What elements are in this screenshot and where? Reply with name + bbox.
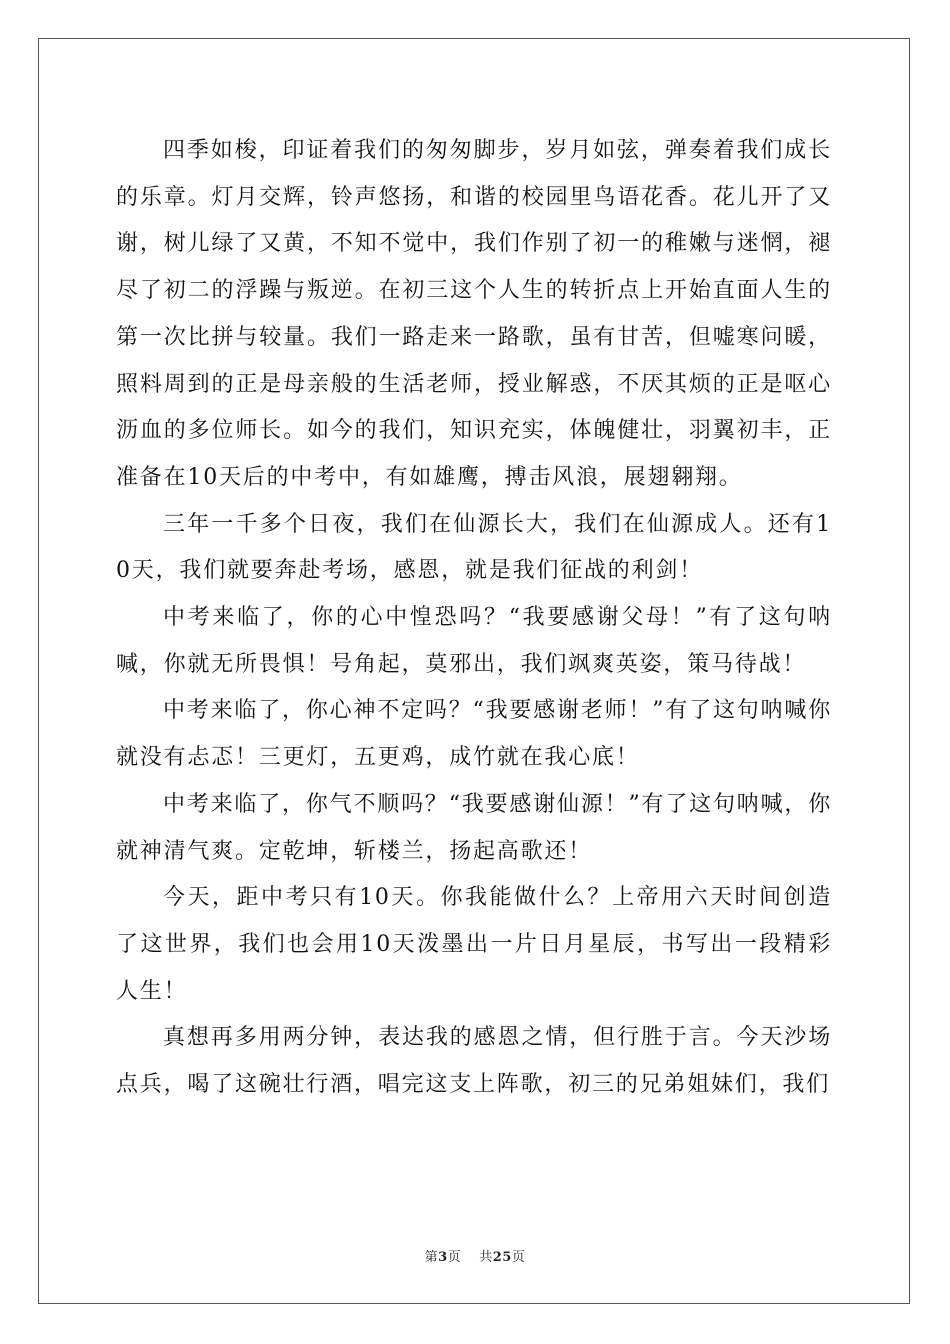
- total-prefix: 共: [479, 1250, 493, 1265]
- paragraph-1: 四季如梭，印证着我们的匆匆脚步，岁月如弦，弹奏着我们成长的乐章。灯月交辉，铃声悠扬，和谐的校园里鸟语花香。花儿开了又谢，树儿绿了又黄，不知不觉中，我们作别了初一的稚嫩与迷惘，褪尽了初二的浮躁与叛逆。在初三这个人生的转折点上开始直面人生的第一次比拼与较量。我们一路走来一路歌，虽有甘苦，但嘘寒问暖，照料周到的正是母亲般的生活老师，授业解惑，不厌其烦的正是呕心沥血的多位师长。如今的我们，知识充实，体魄健壮，羽翼初丰，正准备在10天后的中考中，有如雄鹰，搏击风浪，展翅翱翔。: [116, 138, 832, 490]
- paragraph-2: 三年一千多个日夜，我们在仙源长大，我们在仙源成人。还有10天，我们就要奔赴考场，感恩，就是我们征战的利剑！: [116, 511, 832, 584]
- page-number: 3: [438, 1250, 448, 1265]
- paragraph-7: 真想再多用两分钟，表达我的感恩之情，但行胜于言。今天沙场点兵，喝了这碗壮行酒，唱完这支上阵歌，初三的兄弟姐妹们，我们: [116, 1025, 832, 1098]
- total-pages: 25: [492, 1250, 512, 1265]
- paragraph-6: 今天，距中考只有10天。你我能做什么？上帝用六天时间创造了这世界，我们也会用10天泼墨出一片日月星辰，书写出一段精彩人生！: [116, 885, 832, 1004]
- page-suffix: 页: [447, 1250, 462, 1265]
- paragraph-3: 中考来临了，你的心中惶恐吗？“我要感谢父母！”有了这句呐喊，你就无所畏惧！号角起，莫邪出，我们飒爽英姿，策马待战！: [116, 605, 832, 677]
- document-body: [116, 128, 832, 1109]
- paragraph-4: 中考来临了，你心神不定吗？“我要感谢老师！”有了这句呐喊你就没有忐忑！三更灯，五更鸡，成竹就在我心底！: [116, 698, 832, 771]
- page-prefix: 第: [424, 1250, 439, 1265]
- page-footer: [0, 1246, 950, 1265]
- paragraph-5: 中考来临了，你气不顺吗？“我要感谢仙源！”有了这句呐喊，你就神清气爽。定乾坤，斩楼兰，扬起高歌还！: [116, 791, 832, 864]
- total-suffix: 页: [511, 1250, 526, 1265]
